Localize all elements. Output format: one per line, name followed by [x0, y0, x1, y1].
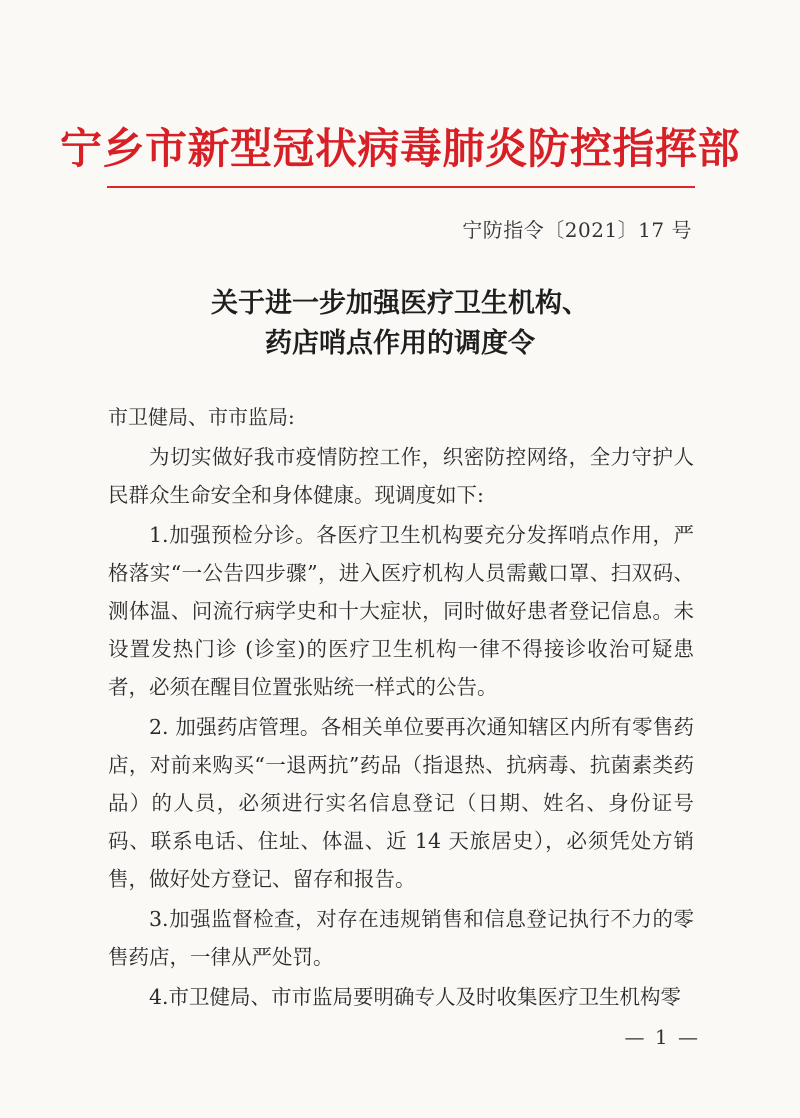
red-separator-line: [107, 186, 695, 188]
item-1-paragraph: 1.加强预检分诊。各医疗卫生机构要充分发挥哨点作用，严格落实“一公告四步骤”，进入医疗机构人员需戴口罩、扫双码、测体温、问流行病学史和十大症状，同时做好患者登记信息。未设置发热门诊 (诊室)的医疗卫生机构一律不得接诊收治可疑患者，必须在醒目位置张贴统一样式的公告。: [108, 523, 694, 699]
document-body: [108, 438, 694, 1018]
document-title-line-1: 关于进一步加强医疗卫生机构、: [211, 288, 589, 319]
document-number: 宁防指令〔2021〕17 号: [462, 218, 692, 242]
document-title: [0, 284, 800, 364]
intro-paragraph: 为切实做好我市疫情防控工作，织密防控网络，全力守护人民群众生命安全和身体健康。现调度如下:: [108, 445, 694, 507]
addressee: 市卫健局、市市监局:: [108, 405, 295, 429]
item-4-paragraph: 4.市卫健局、市市监局要明确专人及时收集医疗卫生机构零: [149, 985, 682, 1009]
item-2-paragraph: 2. 加强药店管理。各相关单位要再次通知辖区内所有零售药店，对前来购买“一退两抗”药品（指退热、抗病毒、抗菌素类药品）的人员，必须进行实名信息登记（日期、姓名、身份证号码、联系电话、住址、体温、近 14 天旅居史），必须凭处方销售，做好处方登记、留存和报告。: [108, 715, 694, 891]
document-title-line-2: 药店哨点作用的调度令: [265, 328, 535, 359]
issuing-authority-header: 宁乡市新型冠状病毒肺炎防控指挥部: [59, 124, 740, 173]
page-number: — 1 —: [624, 1025, 700, 1049]
item-3-paragraph: 3.加强监督检查，对存在违规销售和信息登记执行不力的零售药店，一律从严处罚。: [108, 907, 694, 969]
